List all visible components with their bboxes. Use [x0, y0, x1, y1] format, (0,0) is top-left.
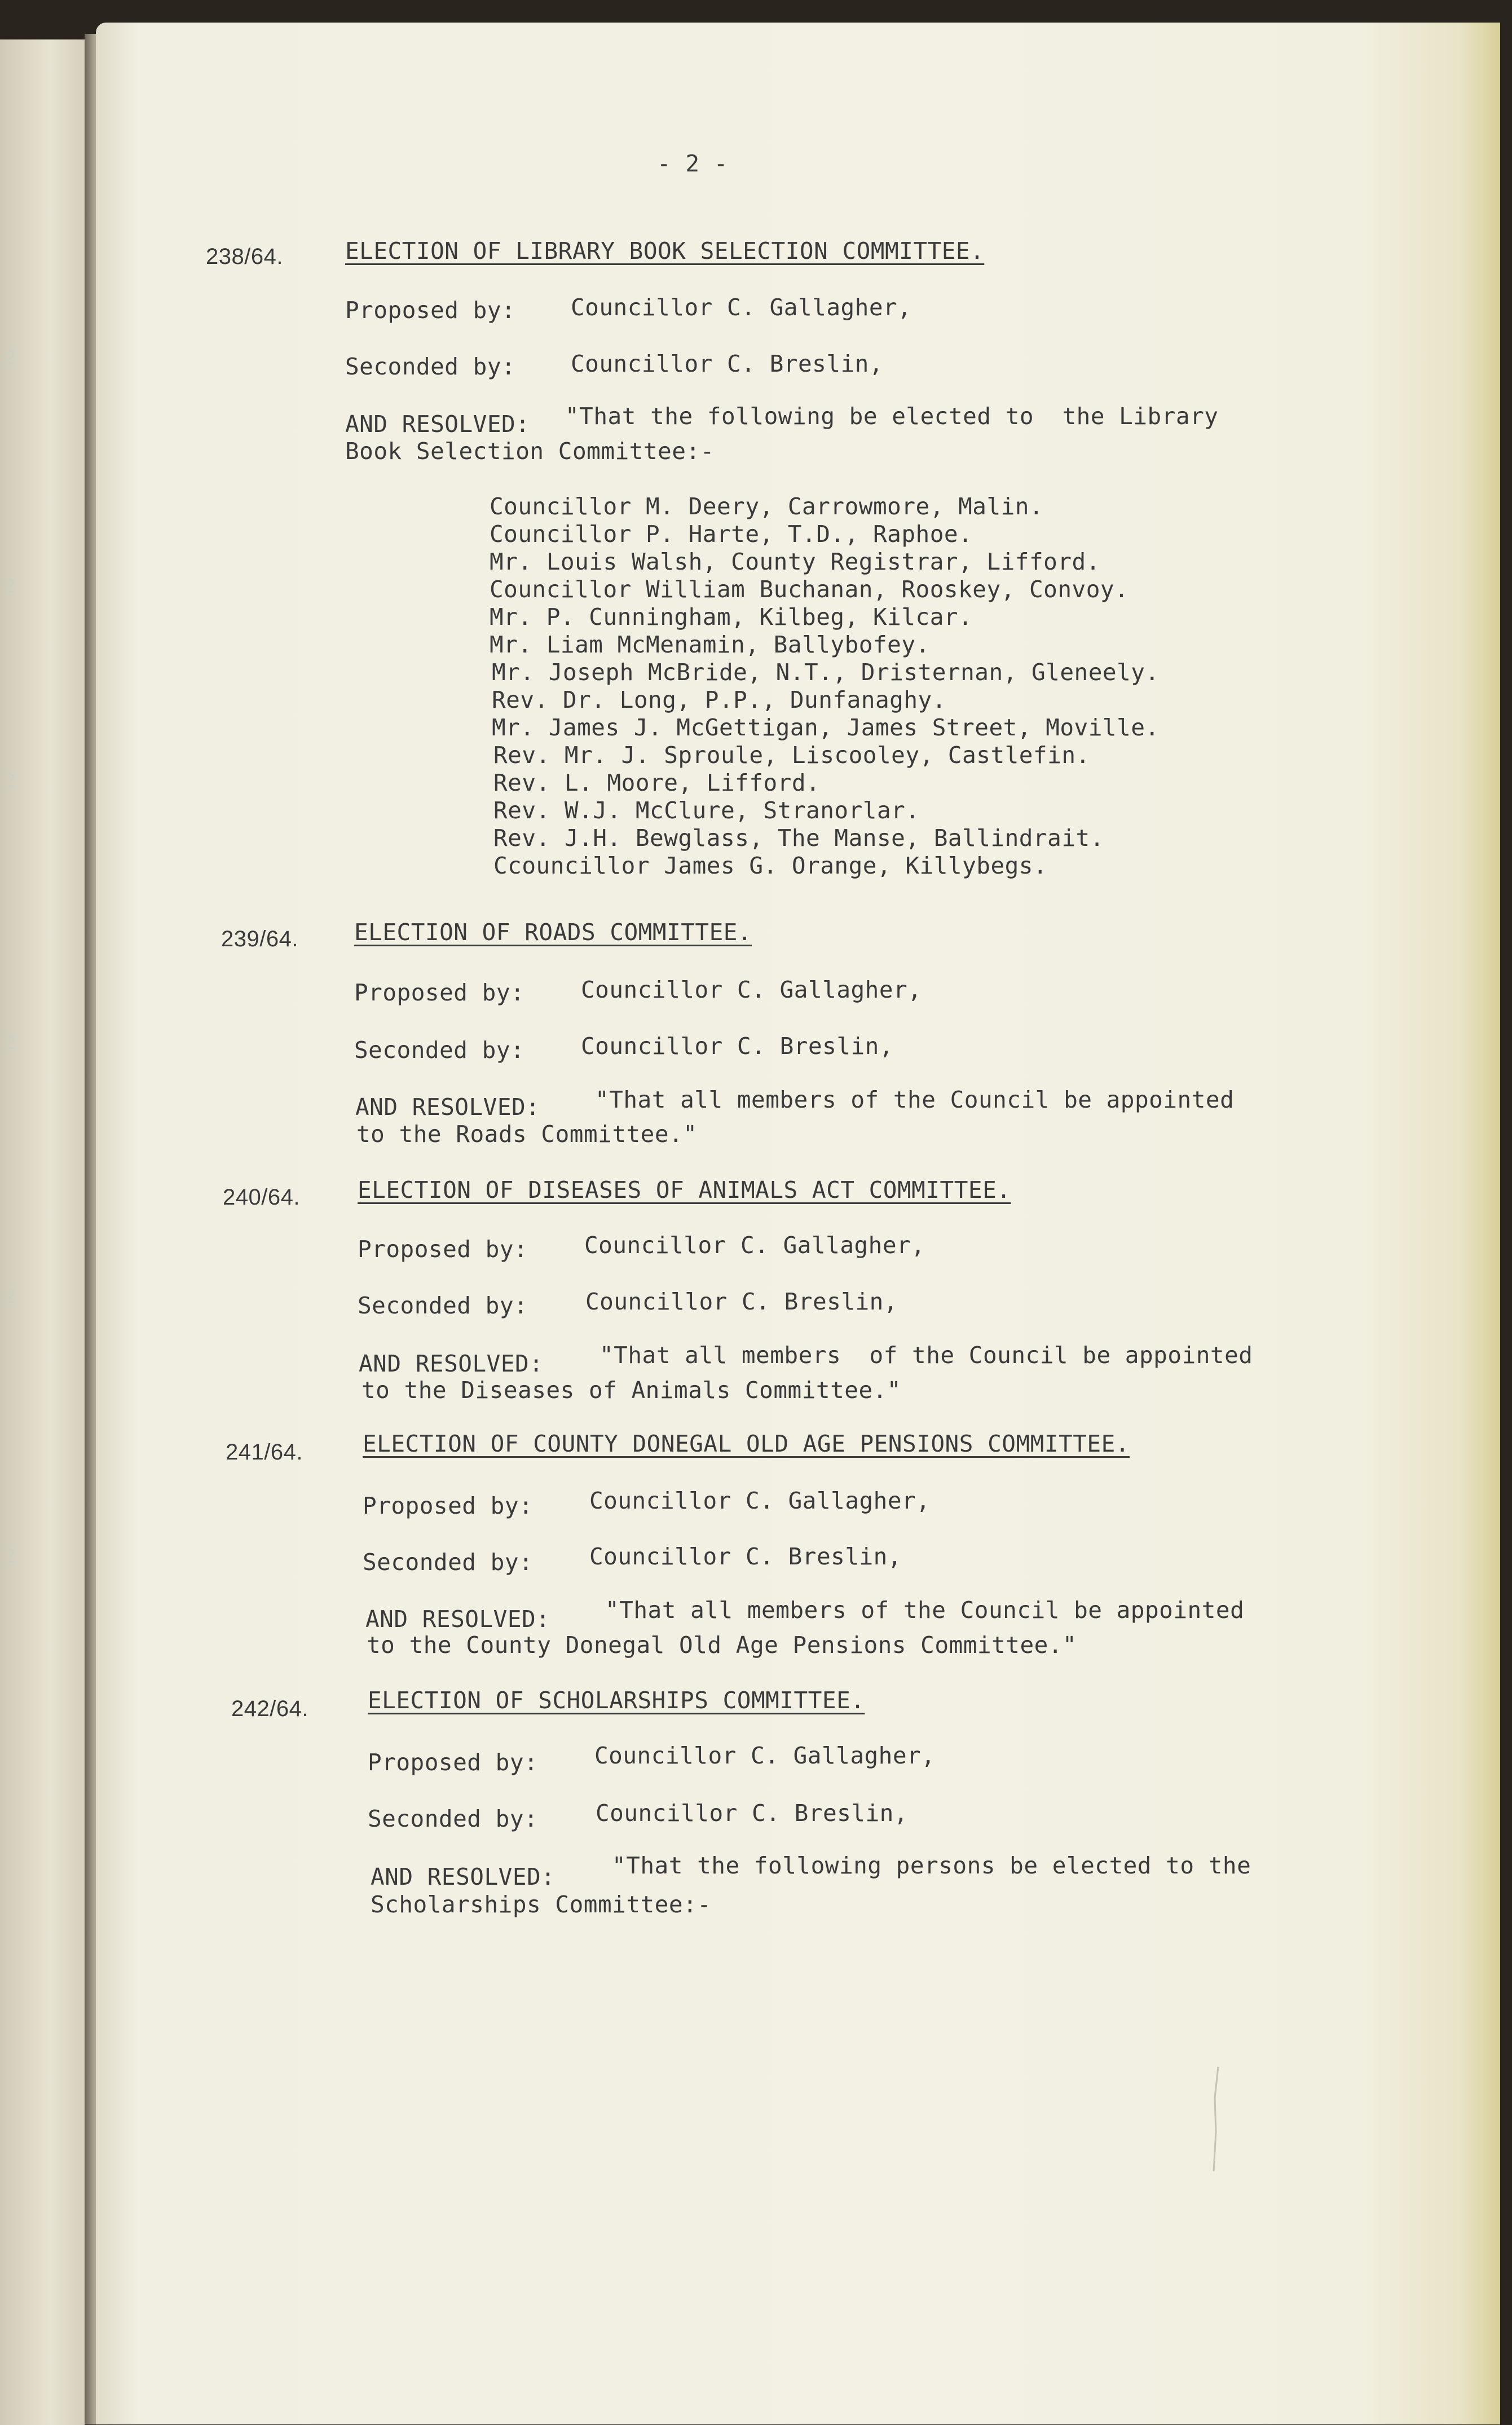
resolution-text: to the Roads Committee."	[356, 1121, 698, 1148]
resolution-text: to the County Donegal Old Age Pensions Committee."	[367, 1632, 1077, 1659]
bleed-mark: 2	[5, 1032, 15, 1053]
bleed-mark: 2	[5, 1545, 15, 1567]
section-heading: ELECTION OF SCHOLARSHIPS COMMITTEE.	[368, 1687, 865, 1714]
resolved-label: AND RESOLVED:	[365, 1606, 550, 1633]
resolution-text: "That all members of the Council be appointed	[605, 1597, 1245, 1624]
proposed-label: Proposed by:	[368, 1749, 539, 1776]
seconded-label: Seconded by:	[354, 1037, 525, 1064]
list-item: Mr. Louis Walsh, County Registrar, Lifford.	[490, 548, 1100, 575]
seconded-label: Seconded by:	[358, 1292, 528, 1319]
pencil-mark	[1207, 2064, 1224, 2177]
seconded-label: Seconded by:	[363, 1549, 534, 1576]
list-item: Rev. J.H. Bewglass, The Manse, Ballindrait.	[493, 824, 1104, 852]
resolution-text: "That all members of the Council be appointed	[599, 1342, 1253, 1369]
resolution-text: to the Diseases of Animals Committee."	[362, 1377, 901, 1404]
proposed-by: Councillor C. Gallagher,	[589, 1487, 931, 1514]
list-item: Ccouncillor James G. Orange, Killybegs.	[493, 852, 1048, 879]
list-item: Councillor William Buchanan, Rooskey, Convoy.	[490, 576, 1129, 603]
minute-number: 240/64.	[223, 1185, 300, 1210]
seconded-label: Seconded by:	[368, 1805, 539, 1832]
seconded-by: Councillor C. Breslin,	[571, 350, 884, 377]
resolution-text: "That the following persons be elected to the	[612, 1852, 1251, 1879]
minute-number: 242/64.	[231, 1696, 308, 1721]
list-item: Mr. Liam McMenamin, Ballybofey.	[490, 631, 930, 658]
resolution-text: Book Selection Committee:-	[345, 438, 715, 465]
seconded-by: Councillor C. Breslin,	[585, 1288, 898, 1315]
minute-number: 239/64.	[221, 927, 298, 951]
resolution-text: "That all members of the Council be appointed	[595, 1086, 1235, 1113]
list-item: Mr. P. Cunningham, Kilbeg, Kilcar.	[490, 603, 973, 630]
proposed-by: Councillor C. Gallagher,	[581, 976, 922, 1003]
list-item: Rev. Dr. Long, P.P., Dunfanaghy.	[492, 686, 946, 713]
proposed-label: Proposed by:	[345, 297, 516, 324]
resolved-label: AND RESOLVED:	[345, 411, 530, 438]
list-item: Mr. Joseph McBride, N.T., Dristernan, Gleneely.	[492, 659, 1160, 686]
seconded-label: Seconded by:	[345, 353, 516, 380]
bleed-mark: 2	[5, 575, 15, 597]
section-heading: ELECTION OF ROADS COMMITTEE.	[354, 919, 752, 946]
document-page	[96, 23, 1500, 2424]
bleed-mark: 2	[5, 347, 15, 368]
list-item: Rev. W.J. McClure, Stranorlar.	[493, 797, 920, 824]
proposed-by: Councillor C. Gallagher,	[571, 294, 912, 321]
seconded-by: Councillor C. Breslin,	[581, 1033, 894, 1060]
list-item: Rev. L. Moore, Lifford.	[493, 769, 821, 796]
resolved-label: AND RESOLVED:	[359, 1350, 544, 1377]
list-item: Councillor P. Harte, T.D., Raphoe.	[490, 521, 973, 548]
resolution-text: "That the following be elected to the Library	[565, 403, 1219, 430]
proposed-by: Councillor C. Gallagher,	[594, 1742, 936, 1769]
section-heading: ELECTION OF COUNTY DONEGAL OLD AGE PENSIONS COMMITTEE.	[363, 1430, 1130, 1457]
minute-number: 241/64.	[226, 1440, 303, 1465]
proposed-label: Proposed by:	[354, 979, 525, 1006]
facing-page-edge	[0, 39, 85, 2425]
resolved-label: AND RESOLVED:	[371, 1863, 556, 1890]
seconded-by: Councillor C. Breslin,	[596, 1800, 909, 1827]
section-heading: ELECTION OF LIBRARY BOOK SELECTION COMMITTEE.	[345, 237, 985, 264]
resolved-label: AND RESOLVED:	[355, 1094, 540, 1121]
minute-number: 238/64.	[206, 244, 283, 269]
list-item: Mr. James J. McGettigan, James Street, Moville.	[492, 714, 1160, 741]
seconded-by: Councillor C. Breslin,	[589, 1543, 902, 1570]
page-number: - 2 -	[657, 150, 728, 177]
bleed-mark: 2	[5, 770, 15, 791]
proposed-label: Proposed by:	[358, 1236, 528, 1263]
list-item: Councillor M. Deery, Carrowmore, Malin.	[490, 493, 1044, 520]
resolution-text: Scholarships Committee:-	[371, 1891, 712, 1918]
list-item: Rev. Mr. J. Sproule, Liscooley, Castlefin.	[493, 742, 1090, 769]
section-heading: ELECTION OF DISEASES OF ANIMALS ACT COMMITTEE.	[358, 1176, 1011, 1203]
proposed-by: Councillor C. Gallagher,	[584, 1232, 925, 1259]
bleed-mark: 2	[5, 1286, 15, 1307]
proposed-label: Proposed by:	[363, 1492, 534, 1519]
